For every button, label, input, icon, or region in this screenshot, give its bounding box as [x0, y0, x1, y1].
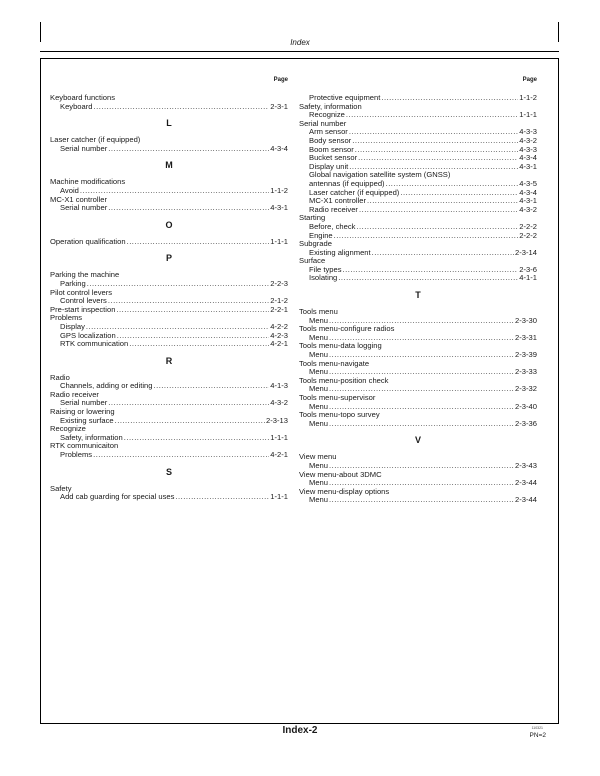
leader-dots [86, 323, 269, 332]
index-entry [299, 266, 537, 275]
header-rule-bottom [40, 51, 559, 52]
index-topic: View menu-display options [299, 487, 390, 496]
index-entry [50, 493, 288, 502]
index-topic: Tools menu-data logging [299, 342, 382, 351]
leader-dots [358, 154, 518, 163]
index-entry [299, 232, 537, 241]
entry-label: Existing alignment [309, 248, 371, 257]
leader-dots [381, 94, 518, 103]
index-entry [299, 403, 537, 412]
index-topic: View menu [299, 453, 337, 462]
index-topic: Pilot control levers [50, 288, 113, 297]
leader-dots [108, 399, 269, 408]
entry-page-number: 2-2-1 [270, 305, 288, 314]
index-entry [299, 137, 537, 146]
index-topic: Tools menu-position check [299, 376, 389, 385]
index-entry [50, 306, 288, 315]
entry-page-number: 4-1-1 [519, 274, 537, 283]
entry-page-number: 2-3-32 [515, 385, 537, 394]
entry-label: Menu [309, 419, 328, 428]
leader-dots [127, 238, 270, 247]
index-topic: Keyboard functions [50, 94, 116, 102]
leader-dots [329, 351, 514, 360]
entry-page-number: 4-3-4 [519, 154, 537, 163]
leader-dots [334, 232, 519, 241]
leader-dots [355, 146, 519, 155]
entry-label: Serial number [60, 144, 108, 153]
entry-page-number: 2-3-39 [515, 351, 537, 360]
leader-dots [116, 306, 269, 315]
entry-label: Engine [309, 231, 333, 240]
entry-page-number: 4-3-5 [519, 179, 537, 188]
leader-dots [329, 317, 514, 326]
entry-page-number: 2-3-1 [270, 102, 288, 111]
index-entry [50, 280, 288, 289]
entry-page-number: 2-1-2 [270, 297, 288, 306]
section-letter: V [414, 435, 421, 446]
index-subtopic: Global navigation satellite system (GNSS) [309, 171, 451, 180]
entry-label: Recognize [309, 111, 345, 120]
section-letter: L [166, 118, 172, 129]
entry-page-number: 2-2-2 [519, 222, 537, 231]
entry-label: Channels, adding or editing [60, 382, 153, 391]
leader-dots [108, 145, 269, 154]
entry-label: Parking [60, 279, 86, 288]
entry-page-number: 4-2-1 [270, 340, 288, 349]
index-entry [50, 103, 288, 112]
index-entry [50, 297, 288, 306]
entry-page-number: 2-2-2 [519, 231, 537, 240]
entry-label: Operation qualification [50, 237, 126, 246]
leader-dots [400, 189, 518, 198]
index-entry [50, 340, 288, 349]
index-entry [299, 420, 537, 429]
index-entry [50, 238, 288, 247]
leader-dots [349, 128, 518, 137]
section-letter: T [415, 290, 421, 301]
entry-page-number: 4-3-1 [519, 197, 537, 206]
section-letter: R [165, 355, 173, 366]
entry-page-number: 2-3-33 [515, 368, 537, 377]
leader-dots [329, 403, 514, 412]
index-entry [299, 385, 537, 394]
entry-page-number: 1-1-1 [270, 493, 288, 502]
index-entry [299, 146, 537, 155]
index-entry [299, 496, 537, 505]
entry-page-number: 2-3-44 [515, 479, 537, 488]
entry-page-number: 4-3-4 [519, 188, 537, 197]
index-list-left [50, 94, 288, 502]
page-title: Index [290, 38, 310, 47]
entry-label: Avoid [60, 186, 79, 195]
index-entry [299, 154, 537, 163]
entry-label: Menu [309, 402, 328, 411]
index-topic: Tools menu-supervisor [299, 394, 376, 402]
leader-dots [329, 420, 514, 429]
index-entry [299, 189, 537, 198]
entry-label: Serial number [60, 399, 108, 408]
entry-page-number: 2-3-44 [515, 496, 537, 505]
leader-dots [129, 340, 269, 349]
index-topic: MC-X1 controller [50, 195, 107, 204]
index-list-right [299, 94, 537, 505]
leader-dots [117, 332, 270, 341]
index-entry [299, 197, 537, 206]
entry-label: Existing surface [60, 416, 114, 425]
entry-page-number: 2-3-30 [515, 316, 537, 325]
footer-page-number: Index-2 [282, 725, 318, 736]
leader-dots [329, 462, 514, 471]
leader-dots [329, 334, 514, 343]
leader-dots [108, 297, 269, 306]
entry-label: Arm sensor [309, 128, 348, 137]
index-entry [50, 434, 288, 443]
footer-code: 110321 [531, 726, 543, 730]
index-entry [50, 399, 288, 408]
entry-label: antennas (if equipped) [309, 179, 385, 188]
entry-page-number: 4-3-3 [519, 128, 537, 137]
entry-label: Menu [309, 479, 328, 488]
index-topic: Raising or lowering [50, 408, 115, 417]
entry-page-number: 4-3-4 [270, 144, 288, 153]
index-topic: Recognize [50, 425, 86, 434]
index-entry [299, 274, 537, 283]
leader-dots [359, 206, 518, 215]
index-entry [299, 249, 537, 258]
leader-dots [80, 187, 269, 196]
entry-page-number: 1-1-1 [519, 111, 537, 120]
index-entry [50, 332, 288, 341]
entry-label: Laser catcher (if equipped) [309, 188, 400, 197]
entry-page-number: 4-2-3 [270, 331, 288, 340]
index-entry [299, 128, 537, 137]
entry-label: Body sensor [309, 136, 352, 145]
index-entry [299, 479, 537, 488]
leader-dots [352, 137, 518, 146]
entry-label: Radio receiver [309, 205, 358, 214]
entry-page-number: 1-1-2 [519, 94, 537, 102]
index-column-left [50, 76, 288, 502]
leader-dots [329, 368, 514, 377]
index-topic: Starting [299, 214, 326, 223]
entry-page-number: 2-2-3 [270, 279, 288, 288]
index-topic: Subgrade [299, 240, 332, 249]
leader-dots [338, 274, 518, 283]
entry-page-number: 2-3-43 [515, 461, 537, 470]
entry-label: Protective equipment [309, 94, 381, 102]
entry-page-number: 1-1-2 [270, 186, 288, 195]
entry-page-number: 4-2-2 [270, 322, 288, 331]
index-entry [50, 145, 288, 154]
index-entry [299, 223, 537, 232]
entry-label: Safety, information [60, 433, 123, 442]
leader-dots [367, 197, 518, 206]
index-column-right [299, 76, 537, 505]
index-topic: Tools menu-topo survey [299, 411, 380, 420]
entry-label: Problems [60, 451, 93, 460]
entry-label: Before, check [309, 222, 356, 231]
index-topic: Radio receiver [50, 390, 99, 399]
entry-label: MC-X1 controller [309, 197, 366, 206]
leader-dots [94, 103, 270, 112]
leader-dots [329, 385, 514, 394]
entry-label: Display unit [309, 162, 349, 171]
leader-dots [87, 280, 270, 289]
page-column-heading: Page [273, 77, 288, 83]
entry-label: Menu [309, 461, 328, 470]
leader-dots [115, 417, 265, 426]
leader-dots [372, 249, 514, 258]
index-entry [299, 334, 537, 343]
index-topic: Machine modifications [50, 178, 126, 187]
leader-dots [346, 111, 518, 120]
index-entry [299, 317, 537, 326]
index-topic: Tools menu [299, 308, 338, 317]
index-topic: RTK communicaiton [50, 442, 119, 451]
index-entry [50, 382, 288, 391]
leader-dots [175, 493, 269, 502]
index-topic: Laser catcher (if equipped) [50, 136, 141, 145]
entry-page-number: 4-2-1 [270, 451, 288, 460]
entry-page-number: 4-1-3 [270, 382, 288, 391]
leader-dots [343, 266, 519, 275]
index-entry [50, 451, 288, 460]
index-entry [299, 94, 537, 103]
index-entry [299, 111, 537, 120]
entry-label: RTK communication [60, 340, 129, 349]
index-topic: Safety, information [299, 102, 362, 111]
index-entry [299, 163, 537, 172]
entry-label: Boom sensor [309, 145, 354, 154]
index-entry [50, 187, 288, 196]
index-entry [50, 417, 288, 426]
leader-dots [329, 496, 514, 505]
leader-dots [93, 451, 269, 460]
entry-label: Control levers [60, 297, 107, 306]
entry-page-number: 2-3-13 [266, 416, 288, 425]
entry-page-number: 2-3-40 [515, 402, 537, 411]
entry-label: Display [60, 322, 85, 331]
index-entry [50, 323, 288, 332]
section-letter: M [165, 160, 173, 171]
entry-page-number: 4-3-1 [270, 204, 288, 213]
entry-page-number: 2-3-36 [515, 419, 537, 428]
entry-page-number: 4-3-2 [519, 136, 537, 145]
leader-dots [349, 163, 518, 172]
index-entry [50, 204, 288, 213]
index-topic: Tools menu-configure radios [299, 325, 395, 334]
entry-page-number: 4-3-1 [519, 162, 537, 171]
entry-page-number: 2-3-14 [515, 248, 537, 257]
entry-page-number: 1-1-1 [270, 433, 288, 442]
entry-label: Bucket sensor [309, 154, 358, 163]
entry-label: Pre-start inspection [50, 305, 116, 314]
index-topic: Radio [50, 373, 70, 382]
leader-dots [108, 204, 269, 213]
index-entry [299, 351, 537, 360]
index-entry [299, 180, 537, 189]
entry-label: Menu [309, 385, 328, 394]
entry-page-number: 4-3-2 [270, 399, 288, 408]
entry-label: Menu [309, 351, 328, 360]
entry-label: File types [309, 265, 342, 274]
page-column-heading: Page [522, 77, 537, 83]
entry-page-number: 4-3-2 [519, 205, 537, 214]
entry-label: Menu [309, 316, 328, 325]
section-letter: P [165, 253, 172, 264]
index-topic: Serial number [299, 119, 347, 128]
index-topic: View menu-about 3DMC [299, 470, 382, 479]
entry-page-number: 2-3-31 [515, 333, 537, 342]
entry-page-number: 2-3-6 [519, 265, 537, 274]
index-topic: Safety [50, 484, 72, 493]
index-entry [299, 206, 537, 215]
leader-dots [153, 382, 269, 391]
footer-pn: PN=2 [529, 732, 546, 739]
entry-label: GPS localization [60, 331, 116, 340]
index-topic: Tools menu-navigate [299, 359, 370, 368]
section-letter: S [165, 466, 172, 477]
index-entry [299, 462, 537, 471]
leader-dots [386, 180, 519, 189]
leader-dots [329, 479, 514, 488]
entry-page-number: 4-3-3 [519, 145, 537, 154]
section-letter: O [165, 219, 173, 230]
entry-label: Isolating [309, 274, 338, 283]
leader-dots [124, 434, 270, 443]
entry-page-number: 1-1-1 [270, 237, 288, 246]
index-topic: Problems [50, 314, 83, 323]
entry-label: Add cab guarding for special uses [60, 493, 175, 502]
index-topic: Surface [299, 257, 326, 266]
entry-label: Menu [309, 333, 328, 342]
entry-label: Menu [309, 496, 328, 505]
entry-label: Serial number [60, 204, 108, 213]
index-topic: Parking the machine [50, 271, 120, 280]
index-entry [299, 368, 537, 377]
leader-dots [356, 223, 518, 232]
entry-label: Menu [309, 368, 328, 377]
entry-label: Keyboard [60, 102, 93, 111]
